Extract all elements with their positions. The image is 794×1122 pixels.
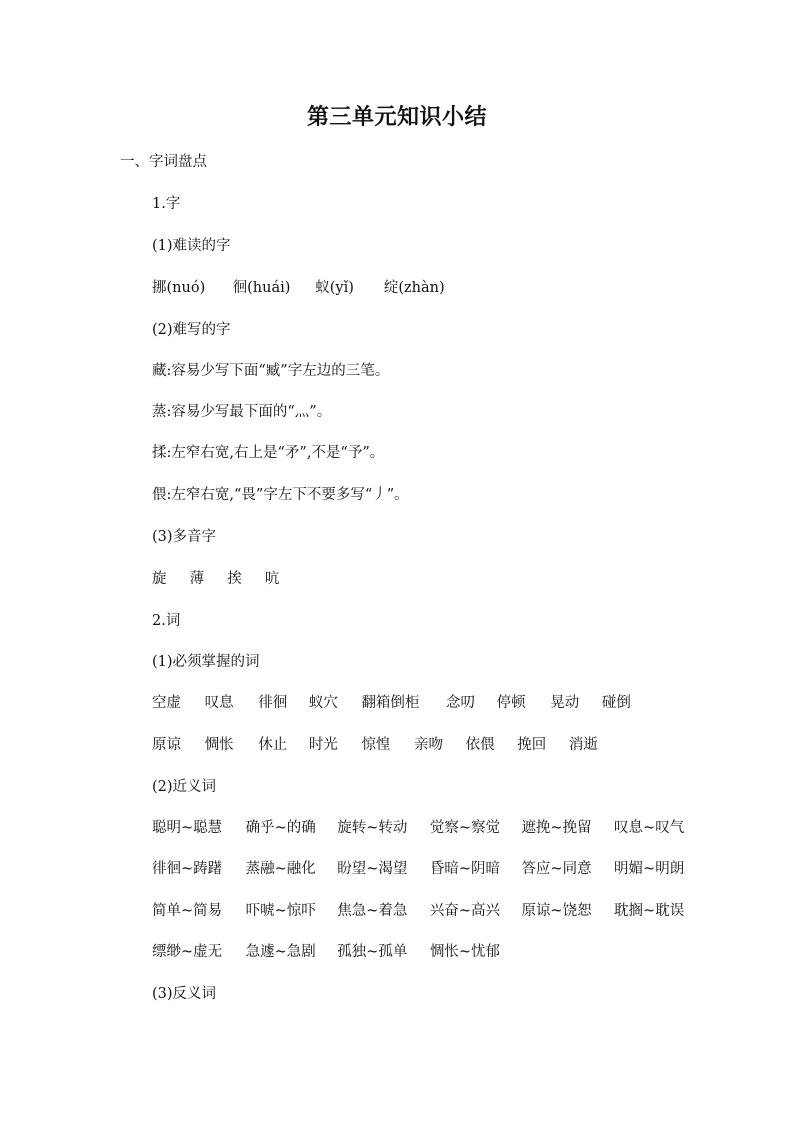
list-item: 挪(nuó) bbox=[152, 280, 206, 296]
synonyms-row bbox=[152, 899, 684, 920]
list-item: 缥缈~虚无 bbox=[152, 944, 223, 960]
list-item: 挽回 bbox=[517, 737, 547, 753]
list-item: 挨 bbox=[227, 571, 242, 587]
list-item: 停顿 bbox=[496, 695, 526, 711]
hard-to-write-heading: (2)难写的字 bbox=[152, 322, 231, 338]
hard-to-write-note: 藏:容易少写下面“臧”字左边的三笔。 bbox=[152, 363, 390, 379]
list-item: 觉察~察觉 bbox=[429, 820, 500, 836]
synonyms-row bbox=[152, 857, 684, 878]
section-heading-words: 一、字词盘点 bbox=[120, 154, 207, 170]
hard-to-write-note: 揉:左窄右宽,右上是“矛”,不是“予”。 bbox=[152, 445, 385, 461]
list-item: 时光 bbox=[308, 737, 338, 753]
polyphone-heading: (3)多音字 bbox=[152, 529, 217, 545]
list-item: 惆怅~忧郁 bbox=[429, 944, 500, 960]
list-item: 原谅 bbox=[152, 737, 181, 753]
polyphone-list bbox=[152, 567, 279, 588]
list-item: 空虚 bbox=[152, 695, 181, 711]
list-item: 念叨 bbox=[446, 695, 476, 711]
list-item: 碰倒 bbox=[601, 695, 631, 711]
synonyms-heading: (2)近义词 bbox=[152, 779, 217, 795]
list-item: 简单~简易 bbox=[152, 903, 223, 919]
list-item: 徘徊~踌躇 bbox=[152, 861, 223, 877]
synonyms-row bbox=[152, 940, 500, 961]
list-item: 徊(huái) bbox=[232, 280, 291, 296]
list-item: 明媚~明朗 bbox=[614, 861, 685, 877]
list-item: 叹息 bbox=[204, 695, 234, 711]
list-item: 蚁穴 bbox=[308, 695, 338, 711]
list-item: 惆怅 bbox=[204, 737, 234, 753]
list-item: 消逝 bbox=[568, 737, 598, 753]
hard-to-write-note: 偎:左窄右宽,“畏”字左下不要多写“丿”。 bbox=[152, 487, 409, 503]
list-item: 急遽~急剧 bbox=[245, 944, 316, 960]
list-item: 盼望~渴望 bbox=[337, 861, 408, 877]
list-item: 耽搁~耽误 bbox=[614, 903, 685, 919]
list-item: 蒸融~融化 bbox=[245, 861, 316, 877]
list-item: 晃动 bbox=[550, 695, 580, 711]
list-item: 旋 bbox=[152, 571, 167, 587]
must-know-words-row bbox=[152, 733, 598, 754]
list-item: 答应~同意 bbox=[521, 861, 592, 877]
list-item: 遮挽~挽留 bbox=[521, 820, 592, 836]
subsection-characters: 1.字 bbox=[152, 196, 181, 212]
synonyms-row bbox=[152, 816, 684, 837]
list-item: 孤独~孤单 bbox=[337, 944, 408, 960]
antonyms-heading: (3)反义词 bbox=[152, 986, 217, 1002]
list-item: 休止 bbox=[258, 737, 288, 753]
hard-to-read-heading: (1)难读的字 bbox=[152, 238, 231, 254]
list-item: 旋转~转动 bbox=[337, 820, 408, 836]
list-item: 绽(zhàn) bbox=[383, 280, 445, 296]
list-item: 兴奋~高兴 bbox=[429, 903, 500, 919]
list-item: 蚁(yǐ) bbox=[315, 280, 354, 296]
list-item: 昏暗~阴暗 bbox=[429, 861, 500, 877]
hard-to-write-note: 蒸:容易少写最下面的“灬”。 bbox=[152, 404, 332, 420]
list-item: 亲吻 bbox=[414, 737, 444, 753]
list-item: 薄 bbox=[189, 571, 205, 587]
list-item: 聪明~聪慧 bbox=[152, 820, 223, 836]
must-know-words-row bbox=[152, 691, 631, 712]
list-item: 焦急~着急 bbox=[337, 903, 408, 919]
list-item: 翻箱倒柜 bbox=[361, 695, 420, 711]
list-item: 吓唬~惊吓 bbox=[245, 903, 316, 919]
must-know-words-heading: (1)必须掌握的词 bbox=[152, 654, 260, 670]
list-item: 确乎~的确 bbox=[245, 820, 316, 836]
list-item: 叹息~叹气 bbox=[614, 820, 685, 836]
list-item: 原谅~饶恕 bbox=[521, 903, 592, 919]
page-title: 第三单元知识小结 bbox=[306, 105, 487, 130]
subsection-words: 2.词 bbox=[152, 613, 181, 629]
list-item: 吭 bbox=[264, 571, 280, 587]
list-item: 徘徊 bbox=[258, 695, 288, 711]
list-item: 惊惶 bbox=[361, 737, 391, 753]
list-item: 依偎 bbox=[465, 737, 495, 753]
hard-to-read-list bbox=[152, 276, 445, 297]
